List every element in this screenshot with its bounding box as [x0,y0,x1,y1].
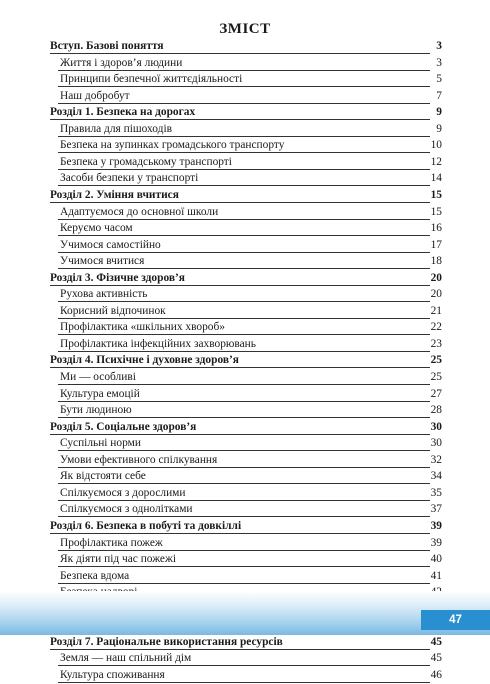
toc-entry-row[interactable] [0,369,490,386]
toc-page-number: 28 [430,404,442,417]
toc-page-number: 9 [436,106,442,119]
toc-label: Розділ 6. Безпека в побуті та довкіллі [50,519,242,532]
toc-page-number: 25 [430,354,442,367]
toc-page-number: 10 [430,139,442,152]
toc-entry-row[interactable] [0,386,490,403]
toc-label: Як відстояти себе [60,470,146,483]
toc-label: Суспільні норми [60,437,141,450]
toc-entry-row[interactable] [0,55,490,72]
toc-page-number: 14 [430,172,442,185]
toc-label: Принципи безпечної життєдіяльності [60,73,243,86]
toc-entry-row[interactable] [0,204,490,221]
page-number-badge: 47 [421,610,490,630]
toc-entry-row[interactable] [0,88,490,105]
toc-page-number: 34 [430,470,442,483]
toc-entry-row[interactable] [0,650,490,667]
toc-label: Керуємо часом [60,222,133,235]
toc-label: Розділ 7. Раціональне використання ресурсів [50,635,283,648]
toc-page-number: 32 [430,453,442,466]
toc-label: Профілактика «шкільних хвороб» [60,321,225,334]
toc-label: Розділ 2. Уміння вчитися [50,188,179,201]
toc-entry-row[interactable] [0,154,490,171]
toc-entry-row[interactable] [0,286,490,303]
toc-page-number: 46 [430,668,442,681]
toc-entry-row[interactable] [0,319,490,336]
toc-label: Культура споживання [60,668,165,681]
toc-entry-row[interactable] [0,303,490,320]
toc-section-row[interactable] [0,270,490,287]
toc-entry-row[interactable] [0,121,490,138]
toc-page-number: 9 [436,122,442,135]
toc-page-number: 3 [436,40,442,52]
toc-entry-row[interactable] [0,452,490,469]
toc-entry-row[interactable] [0,253,490,270]
toc-label: Умови ефективного спілкування [60,453,218,466]
toc-label: Безпека на зупинках громадського транспорту [60,139,285,152]
toc-page-number: 17 [430,238,442,251]
toc-page-number: 7 [436,89,442,102]
toc-label: Безпека вдома [60,569,130,582]
toc-page-number: 30 [430,420,442,433]
toc-section-row[interactable] [0,187,490,204]
toc-page-number: 22 [430,321,442,334]
toc-page-number: 18 [430,255,442,268]
toc-label: Розділ 3. Фізичне здоров’я [50,271,185,284]
toc-page-number: 5 [436,73,442,86]
toc-label: Профілактика пожеж [60,536,163,549]
toc-entry-row[interactable] [0,402,490,419]
toc-section-row[interactable] [0,38,490,55]
toc-page-number: 27 [430,387,442,400]
toc-section-row[interactable] [0,352,490,369]
toc-label: Учимося вчитися [60,255,145,268]
toc-section-row[interactable] [0,634,490,651]
toc-label: Спілкуємося з дорослими [60,486,186,499]
toc-page-number: 39 [430,519,442,532]
toc-entry-row[interactable] [0,336,490,353]
toc-entry-row[interactable] [0,535,490,552]
toc-page-number: 20 [430,271,442,284]
toc-label: Вступ. Базові поняття [50,40,164,52]
toc-label: Наш добробут [60,89,130,102]
toc-entry-row[interactable] [0,667,490,684]
toc-page-number: 37 [430,503,442,516]
toc-label: Корисний відпочинок [60,304,166,317]
toc-page-number: 15 [430,205,442,218]
toc-page-number: 16 [430,222,442,235]
toc-label: Правила для пішоходів [60,122,173,135]
toc-section-row[interactable] [0,518,490,535]
toc-entry-row[interactable] [0,71,490,88]
toc-page-number: 3 [436,56,442,69]
toc-label: Земля — наш спільний дім [60,652,192,665]
toc-entry-row[interactable] [0,237,490,254]
toc-label: Розділ 1. Безпека на дорогах [50,106,196,119]
toc-label: Культура емоцій [60,387,140,400]
toc-page-number: 45 [430,652,442,665]
toc-page-number: 41 [430,569,442,582]
toc-page-number: 35 [430,486,442,499]
toc-label: Рухова активність [60,288,148,301]
toc-section-row[interactable] [0,419,490,436]
toc-label: Безпека у громадському транспорті [60,155,232,168]
toc-page-number: 12 [430,155,442,168]
toc-entry-row[interactable] [0,485,490,502]
toc-entry-row[interactable] [0,551,490,568]
toc-page-number: 30 [430,437,442,450]
toc-label: Бути людиною [60,404,132,417]
toc-label: Спілкуємося з однолітками [60,503,193,516]
toc-entry-row[interactable] [0,137,490,154]
toc-label: Розділ 5. Соціальне здоров’я [50,420,197,433]
footer-gradient-band [0,591,490,635]
toc-label: Профілактика інфекційних захворювань [60,337,256,350]
toc-label: Адаптуємося до основної школи [60,205,219,218]
toc-entry-row[interactable] [0,568,490,585]
toc-label: Життя і здоров’я людини [60,56,183,69]
toc-entry-row[interactable] [0,170,490,187]
toc-page-number: 39 [430,536,442,549]
toc-page-number: 20 [430,288,442,301]
toc-label: Розділ 4. Психічне і духовне здоров’я [50,354,239,367]
toc-page-number: 15 [430,188,442,201]
toc-entry-row[interactable] [0,220,490,237]
toc-page-number: 21 [430,304,442,317]
toc-label: Як діяти під час пожежі [60,553,177,566]
toc-page-number: 40 [430,553,442,566]
page-title: ЗМІСТ [219,21,271,37]
toc-page-number: 45 [430,635,442,648]
toc-entry-row[interactable] [0,501,490,518]
toc-label: Учимося самостійно [60,238,161,251]
toc-label: Засоби безпеки у транспорті [60,172,199,185]
toc-entry-row[interactable] [0,435,490,452]
toc-section-row[interactable] [0,104,490,121]
toc-label: Ми — особливі [60,371,136,383]
toc-page-number: 25 [430,371,442,383]
toc-entry-row[interactable] [0,468,490,485]
toc-page-number: 23 [430,337,442,350]
